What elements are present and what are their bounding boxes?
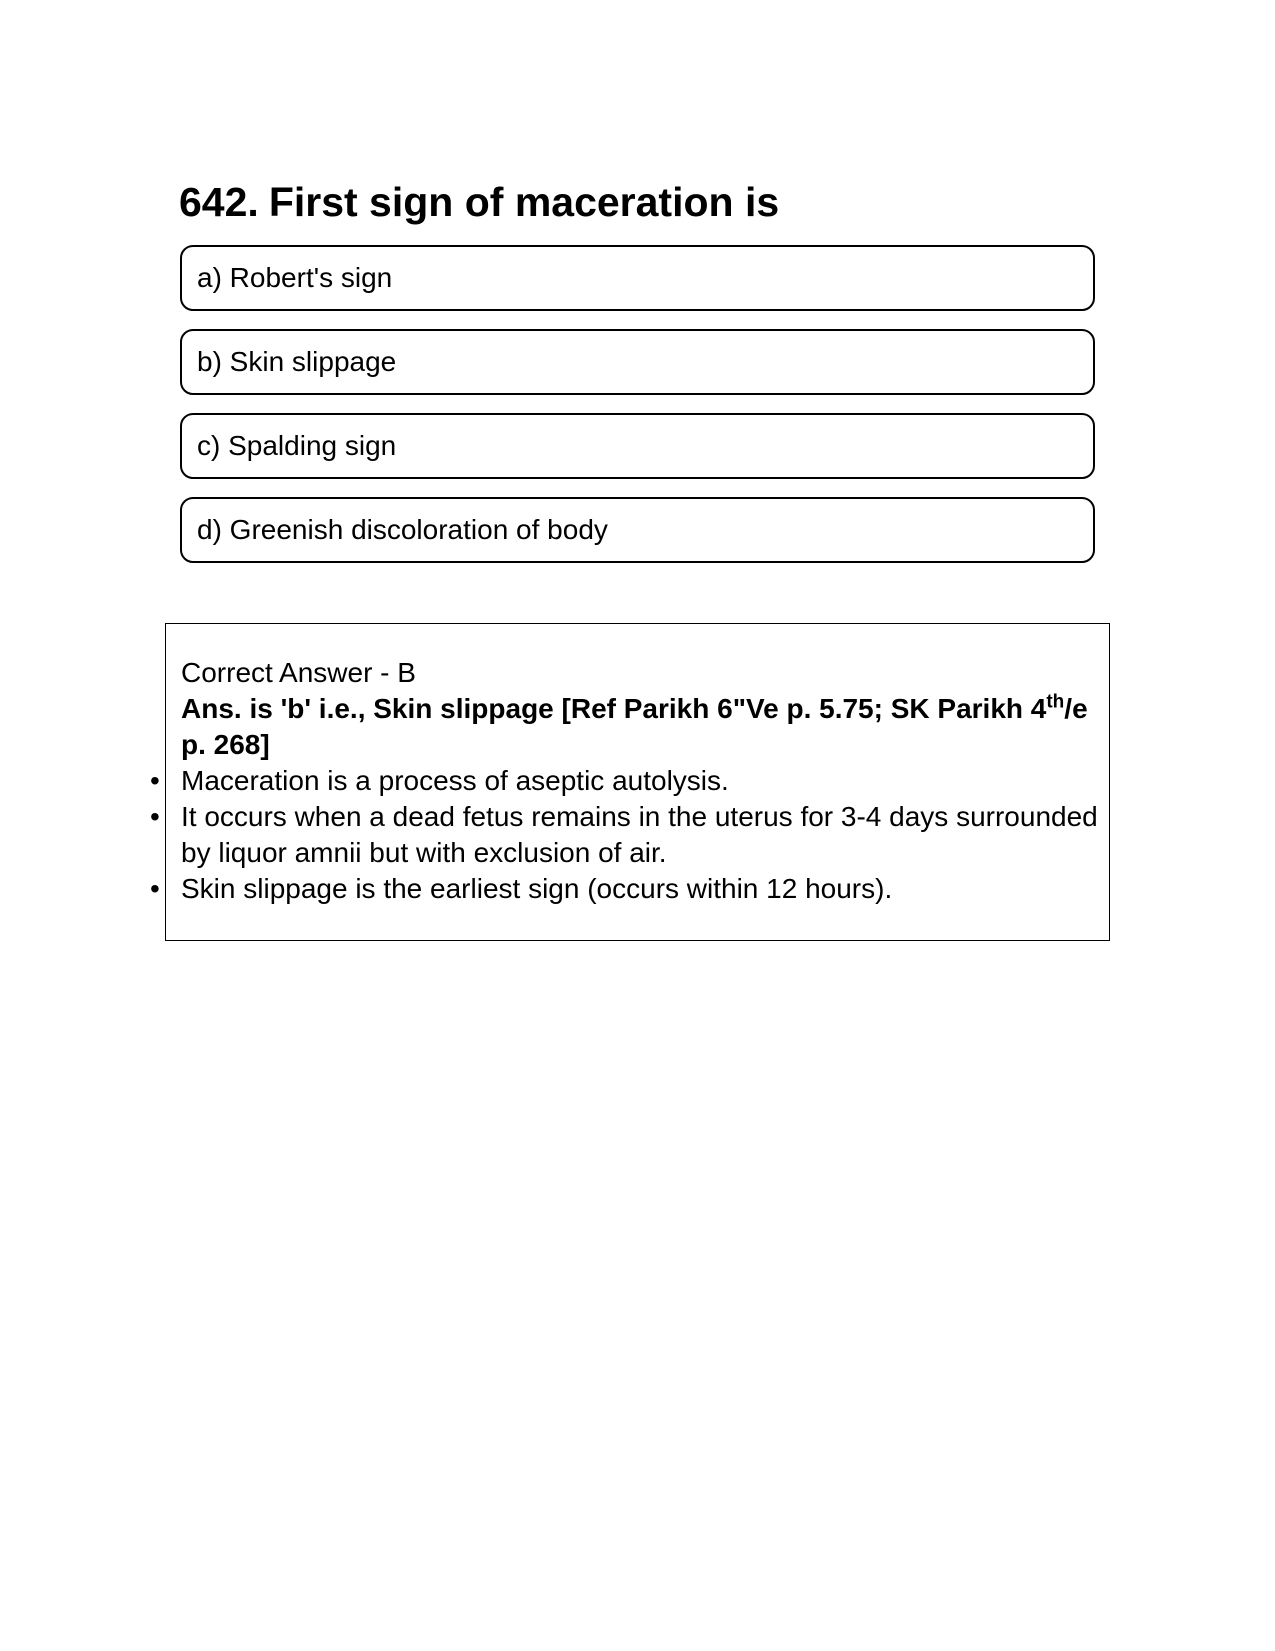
explanation-bullets	[150, 763, 1101, 907]
bullet-item	[150, 799, 1101, 871]
option-d[interactable]: d) Greenish discoloration of body	[180, 497, 1095, 563]
option-a[interactable]: a) Robert's sign	[180, 245, 1095, 311]
option-c[interactable]: c) Spalding sign	[180, 413, 1095, 479]
bullet-item	[150, 763, 1101, 799]
question-title	[179, 176, 779, 228]
question-number: 642.	[179, 179, 259, 225]
explanation-end: /e p. 268]	[181, 693, 1088, 760]
explanation-main: Ans. is 'b' i.e., Skin slippage [Ref Parikh 6"Ve p. 5.75; SK Parikh 4	[181, 693, 1047, 724]
bullet-item	[150, 871, 1101, 907]
bullet-dot-icon: •	[150, 765, 160, 796]
bullet-text: It occurs when a dead fetus remains in the uterus for 3-4 days surrounded by liquor amnii but with exclusion of air.	[181, 801, 1098, 868]
bullet-text: Skin slippage is the earliest sign (occurs within 12 hours).	[181, 873, 893, 904]
answer-explanation	[181, 691, 1101, 763]
correct-answer: Correct Answer - B	[181, 657, 416, 688]
explanation-superscript: th	[1046, 691, 1065, 713]
option-b[interactable]: b) Skin slippage	[180, 329, 1095, 395]
bullet-text: Maceration is a process of aseptic autolysis.	[181, 765, 729, 796]
bullet-dot-icon: •	[150, 873, 160, 904]
answer-content	[150, 655, 1101, 907]
question-text: First sign of maceration is	[268, 179, 780, 225]
bullet-dot-icon: •	[150, 801, 160, 832]
